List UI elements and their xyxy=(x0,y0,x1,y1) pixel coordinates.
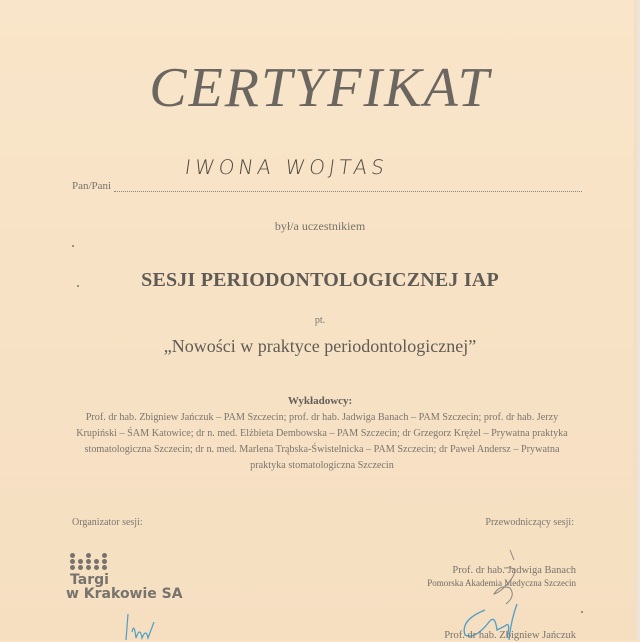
chair-1-institution: Pomorska Akademia Medyczna Szczecin xyxy=(427,578,576,588)
participation-text: był/a uczestnikiem xyxy=(274,219,366,233)
organizer-label: Organizator sesji: xyxy=(72,517,143,528)
dotted-line xyxy=(114,181,582,192)
paper-speck xyxy=(72,245,74,247)
recipient-label: Pan/Pani xyxy=(72,180,112,192)
lecturers-heading: Wykładowcy: xyxy=(287,395,353,407)
chair-2-name: Prof. dr hab. Zbigniew Jańczuk xyxy=(444,630,576,641)
chair-1-signature xyxy=(480,548,530,608)
organizer-logo xyxy=(66,553,183,602)
paper-speck xyxy=(77,285,79,287)
logo-line-1: Targi xyxy=(70,572,109,588)
organizer-signature xyxy=(118,612,168,642)
session-name: SESJI PERIODONTOLOGICZNEJ IAP xyxy=(141,269,499,291)
lecturers-list: Prof. dr hab. Zbigniew Jańczuk – PAM Szczecin; prof. dr hab. Jadwiga Banach – PAM Szczecin; prof. dr hab. Jerzy Krupiński – ŚAM Katowice; dr n. med. Elżbieta Dembowska – PAM Szczecin; dr Grzegorz Krężel – Prywatna praktyka stomatologiczna Szczecin; dr n. med. Marlena Trąbska-Świstelnicka – PAM Szczecin; dr Paweł Andersz – Prywatna praktyka stomatologiczna Szczecin xyxy=(76,412,568,471)
certificate-title: CERTYFIKAT xyxy=(149,57,491,119)
chair-label: Przewodniczący sesji: xyxy=(485,517,574,528)
chair-1-name: Prof. dr hab. Jadwiga Banach xyxy=(452,565,576,576)
recipient-name: IWONA WOJTAS xyxy=(183,155,390,179)
titled-label: pt. xyxy=(314,315,326,326)
logo-line-2: w Krakowie SA xyxy=(66,586,183,602)
session-subtitle: „Nowości w praktyce periodontologicznej” xyxy=(163,336,477,356)
paper-speck xyxy=(581,611,583,613)
logo-dots-icon xyxy=(70,553,110,570)
